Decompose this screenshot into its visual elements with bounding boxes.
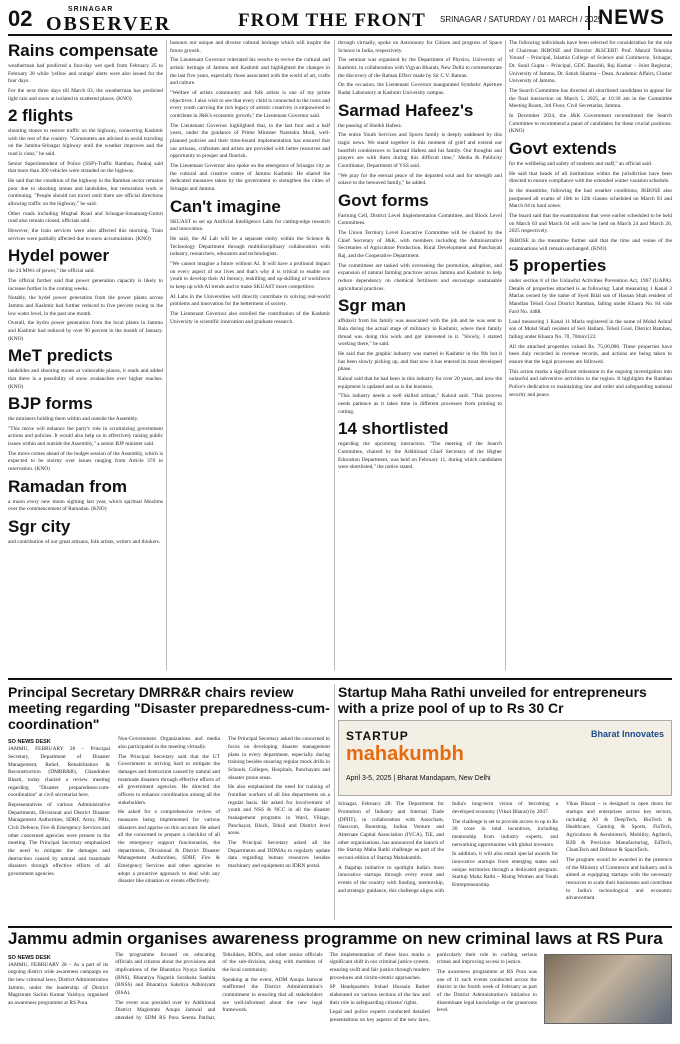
article	[338, 102, 502, 188]
paragraph: He said that heads of all institutions within the jurisdiction have been directed to ensure compliance with the extended winter vacation schedule.	[509, 170, 672, 185]
article	[338, 297, 502, 416]
paragraph: The Principal Secretary said that the UT Government is striving hard to mitigate the damages and destruction caused by natural and manmade disasters through effective efforts of all government agencies. He directed the officers to enhance coordination among all the stakeholders.	[118, 753, 220, 806]
article	[338, 192, 502, 294]
column-3	[338, 40, 502, 670]
paragraph: the 24 MWs of power," the official said.	[8, 268, 95, 275]
paragraph: Vikas Bharat – is designed to open doors for startups and enterprises across key sectors, including AI & DeepTech, BioTech & Healthcare, Gaming & Sports, FinTech, Agriculture & Aerobiotech, Mobility, Agritech, B2B & Precision Manufacturing, EdTech, CleanTech and Defence & SpaceTech.	[566, 801, 672, 854]
article-headline[interactable]: Sarmad Hafeez's	[338, 100, 474, 120]
paragraph: The challenge is set to provide access to up to Rs 30 crore in total incentives, including mentorship from industry experts, and networking opportunities with global investors.	[452, 818, 558, 848]
paragraph: "We cannot imagine a future without AI. It will have a profound impact on every aspect of our lives and that's why it is critical to enable our youth to develop their AI literacy, reskilling and up-skilling of workforce to keep up with AI trends and to make SKUAST more competitive.	[170, 260, 330, 290]
event-photo	[544, 954, 672, 1024]
paragraph: The seminar was organised by the Department of Physics, University of Kashmir, in collaboration with Vigyan Bharati, New Delhi to commemorate the discovery of the Raman Effect made by Sir C.V. Raman.	[338, 57, 502, 79]
paragraph: Legal and police experts conducted detailed presentations on key aspects of the new laws, particularly their role in curbing serious crimes and improving access to justice.	[329, 951, 537, 1024]
column-divider	[334, 40, 335, 670]
paragraph: "This industry needs a well skilled artisan," Kaloul said. "This process needs patience as it takes time in different processes from printing to cutting.	[338, 393, 502, 415]
story-startup	[338, 684, 672, 921]
section-rule	[8, 678, 672, 680]
section-title: FROM THE FRONT	[238, 10, 426, 31]
paragraph: "We pray for the eternal peace of the departed soul and for strength and solace to the bereaved family," he added.	[338, 172, 502, 187]
advert-banner[interactable]	[338, 720, 672, 796]
paragraph: Kaloul said that he had been in this industry for over 20 years, and now the equipment is updated and so is the business.	[338, 376, 502, 390]
article	[8, 107, 163, 243]
paragraph: The programme focused on educating officials and citizens about the provisions and implications of the Bharatiya Nyaya Sanhita (BNS), Bharatiya Nagarik Suraksha Sanhita (BNSS) and Bharatiya Sakshya Adhiniyam (BSA).	[115, 951, 216, 997]
article-headline[interactable]: Rains compensate	[8, 41, 159, 60]
paragraph: The following individuals have been selected for consideration for the role of Chairman JKBOSE and Director JKSCERT: Prof. Manzil Tehmina Yousuf – Principal, Islamia College of Science and Commerce, Srinagar, Dr. Sunil Gupta – Principal, GDC Basohli, Raj Kumar – Joint Registrar, University of Jammu, Dr. Satish Sharma – Dean, Academic Affairs, Cluster University of Jammu.	[509, 40, 672, 85]
paragraph: The Principal Secretary asked the concerned to focus on developing disaster management plans in every department, especially during training besides ensuring regular mock drills in Schools, Colleges, Hospitals, Panchayats and disaster prone areas.	[228, 736, 330, 781]
paragraph: for the wellbeing and safety of students and staff," an official said.	[509, 160, 653, 167]
article	[170, 40, 330, 194]
article-headline[interactable]: Hydel power	[8, 246, 110, 266]
article-headline[interactable]: Ramadan from	[8, 476, 128, 496]
article-headline[interactable]: Sgr man	[338, 296, 407, 316]
article-headline[interactable]: MeT predicts	[8, 346, 113, 366]
story-disaster-review	[8, 684, 330, 921]
paragraph: regarding the upcoming interaction. "The meeting of the Search Committee, chaired by the Additional Chief Secretary of the Higher Education Department, was held on February 11, during which candidates were shortlisted," the notice stated.	[338, 441, 502, 471]
ad-dates: April 3-5, 2025 | Bharat Mandapam, New Delhi	[346, 775, 491, 783]
paragraph: honours our unique and diverse cultural heritage which will inspire the future growth.	[170, 40, 330, 54]
paragraph: JAMMU, FEBRUARY 28 – As a part of its ongoing district wide awareness campaign on the new criminal laws, District Administration Jammu, under the leadership of District Magistrate Sachin Kumar Vaishya, organised an awareness programme at RS Pura.	[8, 961, 109, 1007]
column-1	[8, 40, 163, 670]
article-headline[interactable]: Govt extends	[509, 139, 617, 159]
column-4	[509, 40, 672, 670]
story-paragraphs	[338, 801, 672, 903]
paragraph: Other roads including Mughal Road and Srinagar-Sonamarg-Gumri road also remain closed, officials said.	[8, 210, 163, 225]
paragraph: The implementation of these laws marks a significant shift in our criminal justice system, ensuring swift and fair justice through modern procedures and victim-centric approaches.	[329, 951, 430, 981]
paragraph: He asked for a comprehensive review of measures being implemented for various disasters and apprise on this account. He asked all the concerned to prepare a checklist of all the emergency support functionaries, the departments, Divisional & District Disaster Management Authorities, SDRF, Fire & Emergency Services and other agencies to adopt a proactive approach to deal with any disaster like situation or events effectively.	[118, 809, 220, 885]
paragraph: a moon every new moon sighting last year, which spiritual Muslims over the commencement of Ramadan. (KNO)	[8, 498, 163, 513]
article	[8, 395, 163, 474]
article-headline[interactable]: BJP forms	[8, 394, 93, 414]
story-body	[8, 736, 330, 886]
article-headline[interactable]: Sgr city	[8, 516, 71, 536]
paragraph: "Welfare of artists community and folk artists is one of my prime objectives. I also wish to see that every child is connected to the roots and every youth carrying the rich legacy of artistic creativity is empowered to contribute in J&K's economic growth," the Lieutenant Governor said.	[170, 90, 330, 120]
paragraph: shooting stones to restore traffic on the highway, connecting Kashmir with the rest of the country. "Commuters are advised to avoid traveling on the Jammu-Srinagar highway until the weather improves and the road is clear," he said.	[8, 128, 163, 158]
section-label: NEWS	[588, 6, 665, 30]
article-headline[interactable]: 14 shortlisted	[338, 419, 449, 439]
paragraph: Overall, the hydro power generation from the local plants in Jammu and Kashmir had reduced by over 90 percent in the month of January. (KNO)	[8, 320, 163, 342]
paragraph: through virtually, spoke on Astronomy for Citizen and progress of Space Science in India, respectively.	[338, 40, 502, 54]
column-divider	[334, 684, 335, 920]
article	[8, 347, 163, 391]
paragraph: under section 8 of the Unlawful Activities Prevention Act, 1967 (UAPA). Details of properties attached is as following: Land measuring 1 Kanal 3 Marlas owned by the name of Syed Bilal son of Hassan Shah resident of Mandlan Tehsil Gool District Ramban, falling under Khasra No. 84 vide Fard No. 4488.	[509, 278, 672, 315]
paragraph: landslides and shooting stones at vulnerable places, it reads and added that there is a possibility of snow avalanches over higher reaches. (KNO)	[8, 368, 163, 390]
newspaper-logo[interactable]	[46, 6, 171, 36]
paragraph: affidavit from his family was associated with the job and he was sent to Bala during the actual stage of militancy in Kashmir, where their family thread was doing this work and got interested in it. "Slowly, I started working there," he said.	[338, 318, 502, 348]
paragraph: The Lieutenant Governor highlighted that, in the last four and a half years, under the guidance of Prime Minister Narendra Modi, well-planned policies and their time-bound implementation has ensured that our artisans, craftsmen and artists are provided with better resources and opportunity to prosper and flourish.	[170, 122, 330, 160]
article	[509, 40, 672, 136]
ad-startup: STARTUP	[346, 729, 409, 744]
ad-slogan: Bharat Innovates	[590, 729, 664, 740]
paragraph: The entire Youth Services and Sports family is deeply saddened by this tragic news. We stand together in this moment of grief and extend our heartfelt condolences to Sarmad Hafeez and his family. Our thoughts and prayers are with them during this difficult time," Media & Publicity Coordinator, Department of YSS said.	[338, 132, 502, 169]
ad-brand: mahakumbh	[346, 743, 464, 766]
story-headline[interactable]: Principal Secretary DMRR&R chairs review meeting regarding "Disaster preparedness-cum-coordination"	[8, 684, 330, 733]
paragraph: The Lieutenant Governor reiterated his resolve to revive the cultural and artistic heritage of Jammu and Kashmir and highlighted the changes in the last five years, especially those associated with the world of art, crafts and culture.	[170, 57, 330, 87]
paragraph: The committees are tasked with overseeing the promotion, adoption, and expansion of natural farming practices across Jammu and Kashmir to help reduce dependency on chemical fertilisers and encourage sustainable agricultural practices.	[338, 262, 502, 292]
byline: SO NEWS DESK	[8, 954, 51, 961]
dateline: SRINAGAR / SATURDAY / 01 MARCH / 2025	[440, 15, 603, 24]
page-number: 02	[8, 6, 33, 31]
article-headline[interactable]: 2 flights	[8, 106, 74, 126]
paragraph: The board said that the examinations that were earlier scheduled to be held on March 03 and March 04 will now be held on March 24 and March 26, 2025 respectively.	[509, 212, 672, 235]
story-paragraphs	[8, 736, 330, 886]
paragraph: SKUAST to set up Artificial Intelligence Labs for cutting-edge research and innovation.	[170, 218, 330, 233]
paragraph: The Lieutenant Governor also extolled the contribution of the Kashmir University in scientific innovation and graduate research.	[170, 311, 330, 325]
story-paragraphs	[8, 952, 537, 1025]
paragraph: The Search Committee has directed all shortlisted candidates to appear for the final interaction on March 5, 2025, at 10:30 am in the Committee Meeting Room, 3rd Floor, Civil Secretariat, Jammu.	[509, 88, 672, 110]
paragraph: The awareness programme at RS Pura was one of 11 such events conducted across the district in the fourth week of February as part of the District Administration's initiative to disseminate legal knowledge at the grassroots level.	[436, 969, 537, 1014]
story-headline[interactable]: Startup Maha Rathi unveiled for entrepreneurs with a prize pool of up to Rs 30 Cr	[338, 684, 647, 717]
article	[8, 42, 163, 103]
paragraph: He said, the AI Lab will be a separate entity within the Science & Technology Department through multidisciplinary collaboration with industry, researchers, educators and technologists.	[170, 235, 330, 258]
paragraph: Farming Cell, District Level Implementation Committee, and Block Level Committees.	[338, 212, 502, 227]
paragraph: JKBOSE in the meantime further said that the time and venue of the examinations will remain unchanged. (KNO)	[509, 237, 672, 252]
article	[509, 140, 672, 253]
paragraph: He also emphasized the need for training of frontline workers of all line departments on a regular basis. He asked for involvement of youth and NSS & NCC in all the disaster management programs in Ward, Village, Panchayat, Block, Tehsil and District level areas.	[228, 784, 330, 837]
paragraph: and contribution of our great artisans, folk artists, writers and thinkers.	[8, 538, 161, 545]
paragraph: "This move will enhance the party's role in scrutinizing government actions and policies. It would also help us in effectively raising public issues within and outside the Assembly," a senior BJP minister said.	[8, 425, 163, 448]
masthead	[8, 4, 672, 36]
article	[338, 40, 502, 98]
article-headline[interactable]: Govt forms	[338, 190, 429, 210]
column-divider	[505, 40, 506, 670]
article-headline[interactable]: 5 properties	[509, 256, 607, 276]
story-body	[8, 952, 537, 1025]
paragraph: He said that the condition of the highway in the Ramban sector remains poor due to shooting stones and landslides, but restoration work is continuing. "People should not travel until there are official directions allowing traffic on the highway," he said.	[8, 178, 163, 208]
paragraph: Speaking at the event, ADM Anupa Jamwal reaffirmed the District Administration's commitment to ensuring that all stakeholders are well-informed about the new legal framework.	[222, 976, 323, 1014]
byline: SO NEWS DESK	[8, 739, 51, 746]
logo-city: SRINAGAR	[68, 6, 114, 13]
paragraph: The Principal Secretary asked all the Departments and DDMAs to regularly update data regarding human resources besides machinery and equipment on IDRN portal.	[228, 840, 330, 870]
paragraph: In addition, it will also entail special awards for innovative startups from emerging states and unique territories through a dedicated program. Startup Maha Rathi – Rising Women and Youth Entrepreneurship.	[452, 851, 558, 888]
article-headline[interactable]: Can't imagine	[170, 196, 281, 216]
paragraph: He said that the graphic industry was started in Kashmir in the 90s but it has been slowly picking up, and that now it has entered its most developed phase.	[338, 351, 502, 373]
column-2	[170, 40, 330, 670]
paragraph: The program would be awarded in the presence of the Ministry of Commerce and Industry and is aimed at equipping startups with the necessary resources to scale their businesses and contribute to India's technological and economic advancement.	[566, 856, 672, 902]
article	[170, 198, 330, 327]
paragraph: A flagship initiative to spotlight India's most innovative startups through every event and events of the country with funding, mentorship, and strategic guidance, this challenge aligns with India's long-term vision of becoming a developed economy (Viksit Bharat) by 2047.	[338, 801, 558, 894]
paragraph: Notably, the hydel power generation from the power plants across Jammu and Kashmir had further reduced to five percent owing to the low water level, in the past one month.	[8, 295, 163, 317]
paragraph: On the occasion, the Lieutenant Governor inaugurated Synthetic Aperture Radar Laboratory at Kashmir University campus.	[338, 82, 502, 97]
paragraph: In December 2024, the J&K Government reconstituted the Search Committee to recommend a panel of candidates for these crucial positions. (KNO)	[509, 113, 672, 135]
paragraph: weatherman had predicted a four-day wet spell from February 25 to February 28 while 'yellow and orange' alerts were also issued for the four days.	[8, 62, 163, 85]
story-headline[interactable]: Jammu admin organises awareness programme on new criminal laws at RS Pura	[8, 930, 663, 948]
paragraph: the ministers holding them within and outside the Assembly.	[8, 416, 139, 423]
paragraph: For the next three days till March 03, the weatherman has predicted light rain and snow at isolated to scattered places. (KNO)	[8, 87, 163, 102]
paragraph: The Lieutenant Governor also spoke on the emergence of Srinagar city as the cultural and creative centre of Jammu Kashmir. He shared the dedicated measures taken by the government to strengthen the cities of Srinagar and Jammu.	[170, 163, 330, 193]
paragraph: The Union Territory Level Executive Committee will be chaired by the Chief Secretary of J&K, with members including the Administrative Secretaries of Agriculture Production, Rural Development and Panchayati Raj, and the Cooperative Department.	[338, 230, 502, 260]
paragraph: However, the train services were also affected this morning. Train services were partially affected due to snow accumulation. (KNO)	[8, 228, 163, 242]
article	[338, 420, 502, 472]
paragraph: This action marks a significant milestone in the ongoing investigation into unlawful and subversive activities in the region. It highlights the Ramban Police's dedication to maintaining law and order and safeguarding national security and peace.	[509, 368, 672, 398]
paragraph: Senior Superintendent of Police (SSP)-Traffic Ramban, Pankaj said that more than 300 vehicles were stranded on the highway.	[8, 160, 163, 175]
paragraph: SP Headquarters Irshad Hussain Rather elaborated on various sections of the law and their role in safeguarding citizens' rights.	[329, 984, 430, 1006]
article	[8, 518, 163, 547]
paragraph: Srinagar, February 28: The Department for Promotion of Industry and Internal Trade (DPIIT), in collaboration with Assocham, Nasscom, Bootstrap, Indian Venture and Alternate Capital Association (IVCA), TiE, and other organizations, has announced the launch of the Startup Maha Rathi challenge as part of the second edition of Startup Mahakumbh.	[338, 801, 444, 861]
section-rule	[8, 926, 672, 928]
article	[8, 478, 163, 514]
paragraph: JAMMU, FEBRUARY 28 – Principal Secretary, Department of Disaster Management, Relief, Rehabilitation & Reconstruction (DMRR&R), Chandraker Bharti, today chaired a review meeting regarding "Disaster preparedness-cum-coordination" at civil secretariat here.	[8, 746, 110, 799]
column-divider	[166, 40, 167, 670]
paragraph: The official further said that power generation capacity is likely to increase further in the coming weeks.	[8, 277, 163, 292]
article	[509, 257, 672, 399]
article	[8, 247, 163, 343]
paragraph: Land measuring 1 Kanal 11 Marla registered in the name of Mohd Ashraf son of Mohd Shafi resident of Seri Hallam, Tehsil Gool, District Ramban, falling under Khasra No. 70, 70min/122.	[509, 318, 672, 340]
logo-title: OBSERVER	[46, 13, 172, 35]
paragraph: the passing of Sheikh Hafeez.	[338, 122, 403, 129]
paragraph: Non-Government Organizations and media also participated in the meeting virtually.	[118, 736, 220, 750]
paragraph: The move comes ahead of the budget session of the Assembly, which is expected to be stormy over issues ranging from Article 370 to reservation. (KNO)	[8, 450, 163, 473]
paragraph: The event was presided over by Additional District Magistrate Anupa Jamwal and attended by SDM RS Pura Seema Parihar, Tehsildars, BDOs, and other senior officials of the sub-division, along with members of the local community.	[115, 951, 323, 1022]
story-criminal-laws	[8, 930, 672, 1042]
paragraph: Representatives of various Administrative Departments, Divisional and District Disaster Management Authorities, SDRF, Army, PRIs, Civil Defence, Fire & Emergency Services and other concerned agencies were present in the meeting. The Principal Secretary emphasized the need to mitigate the damages and destruction caused by natural and manmade disasters through effective efforts of all government agencies.	[8, 801, 110, 878]
paragraph: In the meantime, following the bad weather conditions, JKBOSE also postponed all exams of 10th to 12th classes scheduled on March 03 and March 04 in hard zones.	[509, 187, 672, 210]
paragraph: AI Labs in the Universities will directly contribute to solving real-world problems and innovation for the betterment of society.	[170, 293, 330, 308]
paragraph: All the attached properties valued Rs. 75,00,000. These properties have been duly recorded in revenue records, and actions are being taken to ensure that the legal processes are followed.	[509, 343, 672, 365]
